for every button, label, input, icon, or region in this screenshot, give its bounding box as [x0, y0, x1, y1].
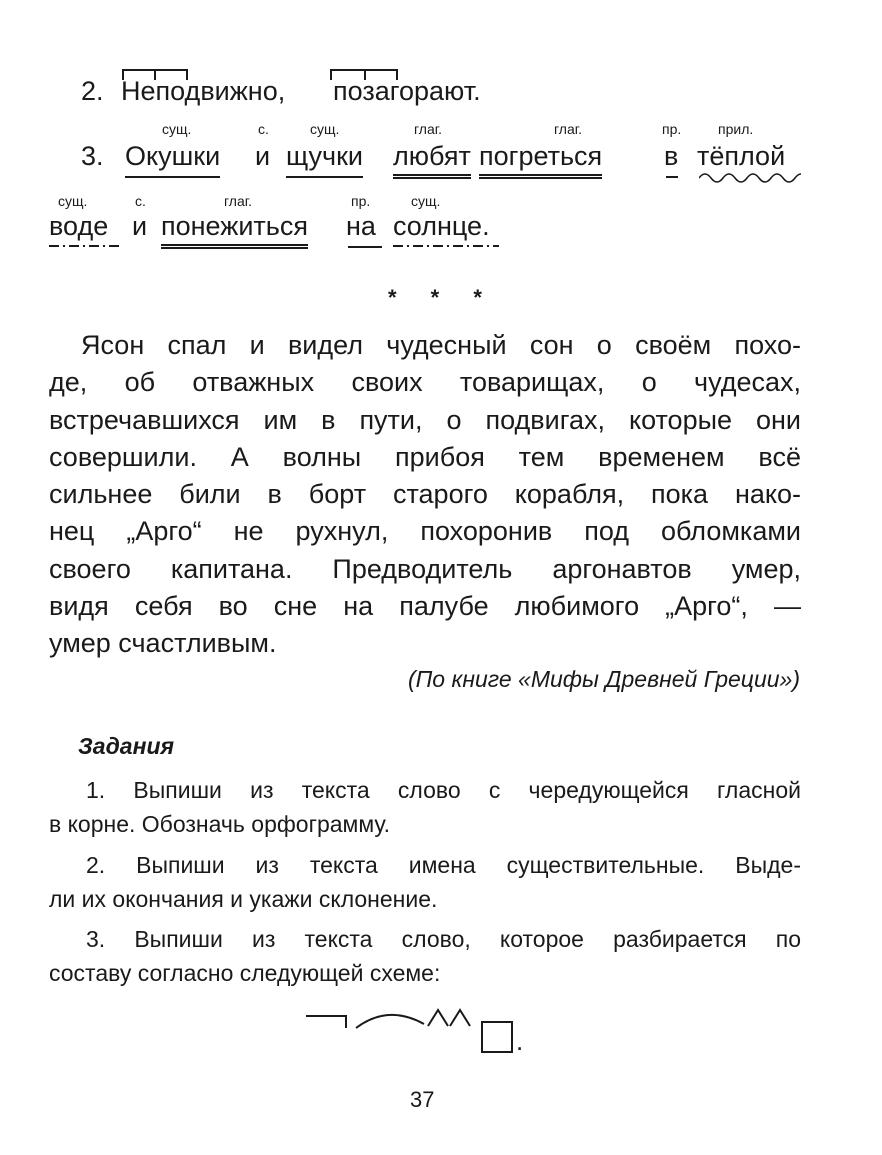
task-3	[49, 922, 801, 990]
pos-tag: сущ.	[162, 121, 192, 137]
word: и	[132, 211, 148, 241]
pos-tag: сущ.	[411, 193, 441, 209]
story-paragraph	[49, 327, 801, 663]
tasks-title: Задания	[78, 733, 175, 759]
sentence-number: 2.	[81, 76, 104, 106]
story-line: сильнее били в борт старого корабля, пока нако-	[49, 479, 801, 510]
word: на	[346, 211, 376, 241]
sentence-number: 3.	[81, 141, 104, 171]
word: и	[255, 141, 271, 171]
story-line: совершили. А волны прибоя тем временем всё	[49, 441, 801, 472]
story-line: умер счастливым.	[49, 628, 277, 659]
morpheme-scheme	[300, 1000, 540, 1064]
story-line: нец „Арго“ не рухнул, похоронив под обломками	[49, 516, 801, 547]
word-circumstance: воде	[49, 211, 109, 241]
pos-tag: глаг.	[554, 121, 583, 137]
word-subject: щучки	[286, 143, 363, 178]
word-circumstance: солнце.	[393, 211, 490, 241]
story-line: своего капитана. Предводитель аргонавтов умер,	[49, 553, 801, 584]
story-line: Ясон спал и видел чудесный сон о своём похо-	[81, 330, 801, 360]
task-line: в корне. Обозначь орфограмму.	[49, 811, 391, 837]
word: в	[664, 141, 679, 171]
task-line: составу согласно следующей схеме:	[49, 960, 441, 986]
story-line: встречавшихся им в пути, о подвигах, которые они	[49, 404, 801, 435]
task-line: 1. Выпиши из текста слово с чередующейся гласной	[86, 777, 801, 803]
pos-tag: глаг.	[224, 193, 253, 209]
pos-tag: пр.	[662, 121, 682, 137]
pos-tag: пр.	[351, 193, 371, 209]
pos-tag: глаг.	[414, 121, 443, 137]
word-predicate: любят	[393, 143, 471, 179]
pos-tag: сущ.	[58, 193, 88, 209]
word: позагорают.	[333, 76, 481, 106]
preposition-mark	[348, 246, 382, 248]
page-number: 37	[410, 1087, 435, 1112]
preposition-mark	[666, 176, 678, 178]
dash-dot-underline	[49, 244, 121, 248]
dash-dot-underline	[393, 244, 499, 248]
separator: * * *	[388, 285, 496, 310]
word-subject: Окушки	[125, 143, 220, 178]
pos-tag: с.	[258, 121, 269, 137]
task-line: 2. Выпиши из текста имена существительные. Выде-	[86, 852, 801, 878]
word-predicate: понежиться	[161, 213, 308, 249]
word-attribute: тёплой	[697, 141, 786, 171]
task-1	[49, 773, 801, 841]
sentence-2	[81, 78, 581, 118]
scheme-period: .	[516, 1026, 524, 1056]
task-2	[49, 848, 801, 916]
task-line: 3. Выпиши из текста слово, которое разбирается по	[86, 926, 801, 952]
sentence-3-line-2	[0, 190, 882, 250]
pos-tag: с.	[135, 193, 146, 209]
morpheme-scheme-icon	[300, 1000, 520, 1064]
task-line: ли их окончания и укажи склонение.	[49, 886, 438, 912]
story-line: видя себя во сне на палубе любимого „Арго“, —	[49, 591, 801, 622]
sentence-3-line-1	[0, 118, 882, 190]
word-predicate: погреться	[479, 143, 602, 179]
pos-tag: сущ.	[310, 121, 340, 137]
word: Неподвижно,	[121, 76, 286, 106]
wavy-underline	[699, 172, 801, 184]
pos-tag: прил.	[718, 121, 754, 137]
story-line: де, об отважных своих товарищах, о чудесах,	[49, 367, 801, 398]
source-citation: (По книге «Мифы Древней Греции»)	[407, 666, 800, 692]
